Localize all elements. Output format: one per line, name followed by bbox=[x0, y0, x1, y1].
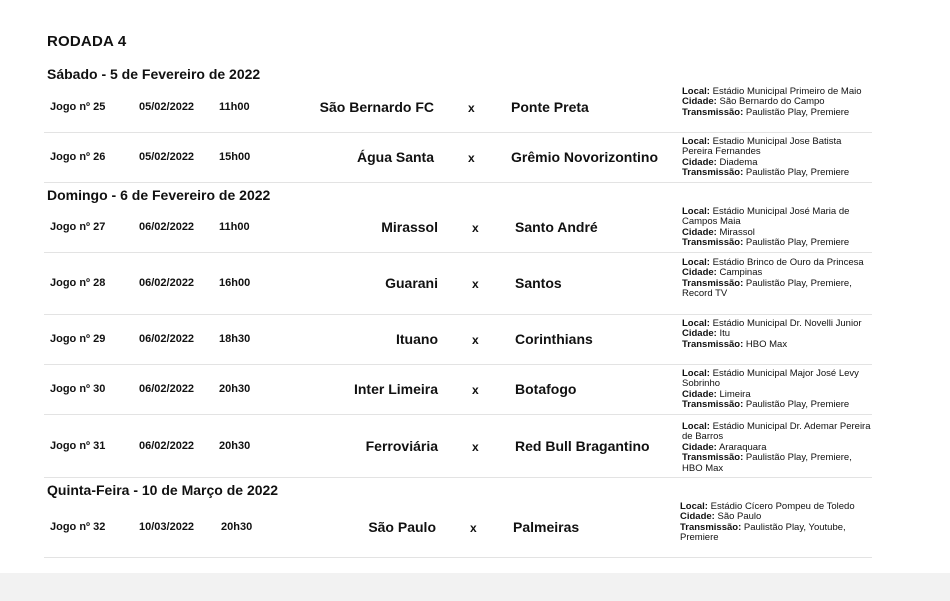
match-date: 06/02/2022 bbox=[139, 440, 195, 452]
broadcast: Paulistão Play, Premiere bbox=[745, 399, 850, 411]
away-team: Corinthians bbox=[515, 331, 593, 347]
match-time: 20h30 bbox=[221, 521, 253, 533]
match-date: 05/02/2022 bbox=[139, 101, 195, 113]
broadcast-label: Transmissão: bbox=[682, 277, 744, 289]
match-row-31 bbox=[44, 417, 872, 478]
city-label: Cidade: bbox=[682, 267, 717, 279]
game-number: Jogo nº 32 bbox=[50, 521, 106, 533]
match-row-30 bbox=[44, 366, 872, 415]
home-team: Mirassol bbox=[381, 219, 438, 235]
broadcast-label: Transmissão: bbox=[682, 237, 744, 249]
broadcast: Paulistão Play, Youtube, Premiere bbox=[680, 521, 846, 544]
match-time: 15h00 bbox=[219, 151, 251, 163]
home-team: Inter Limeira bbox=[353, 381, 438, 397]
local-label: Local: bbox=[682, 368, 710, 379]
game-number: Jogo nº 31 bbox=[50, 440, 106, 452]
broadcast-label: Transmissão: bbox=[680, 521, 742, 533]
broadcast: HBO Max bbox=[745, 338, 788, 350]
match-time: 20h30 bbox=[219, 383, 251, 395]
city-label: Cidade: bbox=[680, 511, 715, 523]
stadium: Estádio Municipal Major José Levy Sobrinho bbox=[682, 368, 859, 390]
city: Araraquara bbox=[718, 441, 767, 453]
broadcast: Paulistão Play, Premiere, HBO Max bbox=[682, 452, 852, 474]
versus-label: x bbox=[470, 521, 477, 535]
match-time: 11h00 bbox=[219, 221, 250, 233]
away-team: Santos bbox=[515, 275, 562, 291]
away-team: Red Bull Bragantino bbox=[515, 438, 650, 454]
broadcast-label: Transmissão: bbox=[682, 399, 744, 411]
versus-label: x bbox=[468, 101, 475, 115]
match-date: 06/02/2022 bbox=[139, 383, 195, 395]
game-number: Jogo nº 28 bbox=[50, 277, 106, 289]
match-row-28 bbox=[44, 254, 872, 315]
home-team: São Bernardo FC bbox=[319, 99, 434, 115]
broadcast: Paulistão Play, Premiere bbox=[745, 106, 850, 118]
stadium: Estádio Municipal Dr. Novelli Junior bbox=[712, 318, 862, 329]
match-row-26 bbox=[44, 134, 872, 183]
match-info bbox=[682, 207, 872, 249]
local-label: Local: bbox=[682, 86, 710, 97]
stadium: Estádio Cícero Pompeu de Toledo bbox=[710, 501, 855, 512]
match-info bbox=[682, 87, 872, 118]
home-team: Água Santa bbox=[356, 149, 434, 165]
match-time: 16h00 bbox=[219, 277, 251, 289]
local-label: Local: bbox=[682, 136, 710, 147]
round-title: RODADA 4 bbox=[47, 33, 127, 50]
city: Diadema bbox=[719, 156, 758, 168]
away-team: Ponte Preta bbox=[511, 99, 589, 115]
match-date: 05/02/2022 bbox=[139, 151, 195, 163]
stadium: Estádio Municipal José Maria de Campos Maia bbox=[682, 206, 850, 228]
broadcast: Paulistão Play, Premiere, Record TV bbox=[682, 277, 852, 300]
versus-label: x bbox=[472, 383, 479, 397]
match-row-29 bbox=[44, 316, 872, 365]
home-team: Ferroviária bbox=[365, 438, 438, 454]
match-info bbox=[682, 422, 872, 474]
city: Campinas bbox=[719, 267, 763, 279]
away-team: Botafogo bbox=[515, 381, 577, 397]
local-label: Local: bbox=[680, 501, 708, 512]
broadcast-label: Transmissão: bbox=[682, 167, 744, 179]
day-title-sunday: Domingo - 6 de Fevereiro de 2022 bbox=[47, 187, 271, 203]
day-title-thursday: Quinta-Feira - 10 de Março de 2022 bbox=[47, 482, 279, 498]
away-team: Santo André bbox=[515, 219, 598, 235]
stadium: Estadio Municipal Jose Batista Pereira Fernandes bbox=[682, 136, 842, 158]
match-date: 06/02/2022 bbox=[139, 277, 195, 289]
match-row-32 bbox=[44, 499, 872, 558]
broadcast: Paulistão Play, Premiere bbox=[745, 237, 850, 249]
versus-label: x bbox=[472, 440, 479, 454]
stadium: Estádio Municipal Primeiro de Maio bbox=[712, 86, 862, 97]
city-label: Cidade: bbox=[682, 226, 717, 238]
game-number: Jogo nº 25 bbox=[50, 101, 106, 113]
city: Mirassol bbox=[719, 226, 755, 238]
match-row-25 bbox=[44, 84, 872, 133]
home-team: Ituano bbox=[396, 331, 438, 347]
day-title-saturday: Sábado - 5 de Fevereiro de 2022 bbox=[47, 66, 261, 82]
match-row-27 bbox=[44, 204, 872, 253]
stadium: Estádio Brinco de Ouro da Princesa bbox=[712, 257, 864, 268]
local-label: Local: bbox=[682, 257, 710, 268]
city-label: Cidade: bbox=[682, 96, 717, 108]
match-date: 06/02/2022 bbox=[139, 333, 195, 345]
versus-label: x bbox=[472, 221, 479, 235]
page-bottom-margin bbox=[0, 573, 950, 601]
match-info bbox=[682, 369, 872, 411]
match-info bbox=[680, 502, 870, 544]
match-time: 11h00 bbox=[219, 101, 250, 113]
match-info bbox=[682, 319, 872, 350]
city-label: Cidade: bbox=[682, 388, 717, 400]
home-team: São Paulo bbox=[368, 519, 436, 535]
versus-label: x bbox=[472, 333, 479, 347]
local-label: Local: bbox=[682, 421, 710, 432]
stadium: Estádio Municipal Dr. Ademar Pereira de Barros bbox=[682, 421, 871, 443]
away-team: Palmeiras bbox=[513, 519, 580, 535]
away-team: Grêmio Novorizontino bbox=[511, 149, 658, 165]
city-label: Cidade: bbox=[682, 328, 717, 340]
broadcast-label: Transmissão: bbox=[682, 106, 744, 118]
local-label: Local: bbox=[682, 318, 710, 329]
game-number: Jogo nº 26 bbox=[50, 151, 106, 163]
versus-label: x bbox=[468, 151, 475, 165]
broadcast-label: Transmissão: bbox=[682, 338, 744, 350]
match-info bbox=[682, 137, 872, 179]
home-team: Guarani bbox=[385, 275, 438, 291]
versus-label: x bbox=[472, 277, 479, 291]
city-label: Cidade: bbox=[682, 156, 717, 168]
broadcast-label: Transmissão: bbox=[682, 452, 744, 464]
match-date: 10/03/2022 bbox=[139, 521, 195, 533]
game-number: Jogo nº 29 bbox=[50, 333, 106, 345]
city-label: Cidade: bbox=[682, 441, 717, 453]
city: São Bernardo do Campo bbox=[719, 96, 825, 108]
match-date: 06/02/2022 bbox=[139, 221, 195, 233]
local-label: Local: bbox=[682, 206, 710, 217]
city: Itu bbox=[719, 328, 731, 340]
broadcast: Paulistão Play, Premiere bbox=[745, 167, 850, 179]
game-number: Jogo nº 30 bbox=[50, 383, 106, 395]
game-number: Jogo nº 27 bbox=[50, 221, 106, 233]
city: Limeira bbox=[719, 388, 751, 400]
match-time: 18h30 bbox=[219, 333, 251, 345]
match-time: 20h30 bbox=[219, 440, 251, 452]
city: São Paulo bbox=[717, 511, 762, 523]
match-info bbox=[682, 258, 872, 300]
